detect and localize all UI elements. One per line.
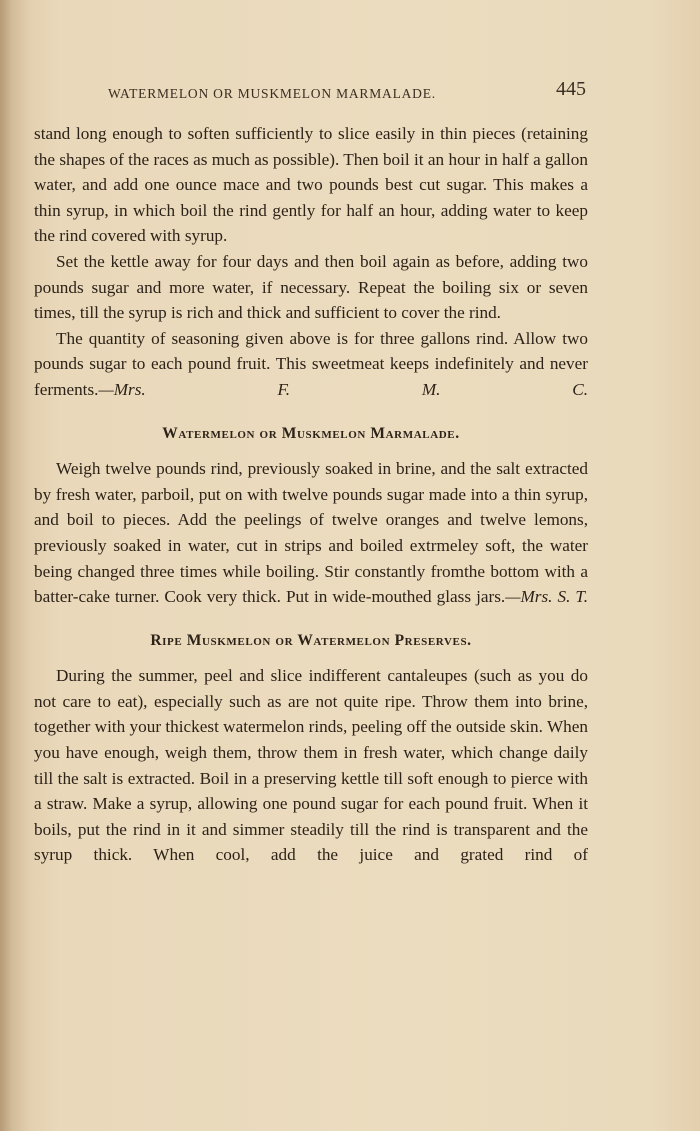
paragraph [34, 326, 588, 403]
running-head: WATERMELON OR MUSKMELON MARMALADE. [108, 86, 436, 101]
attribution: —Mrs. S. T. [505, 587, 588, 607]
paragraph-text: The quantity of seasoning given above is for three gallons rind. Allow two pounds sugar to each pound fruit. This sweetmeat keeps indefinitely and never ferments. [34, 328, 588, 399]
paragraph: During the summer, peel and slice indifferent cantaleupes (such as you do not care to eat), especially such as are not quite ripe. Throw them into brine, together with your thickest watermelon rinds, peeling off the outside skin. When you have enough, weigh them, throw them in fresh water, which change daily till the salt is extracted. Boil in a preserving kettle till soft enough to pierce with a straw. Make a syrup, allowing one pound sugar for each pound fruit. When it boils, put the rind in it and simmer steadily till the rind is transparent and the syrup thick. When cool, add the juice and grated rind of [34, 666, 588, 865]
page-number: 445 [556, 78, 586, 100]
paragraph: Set the kettle away for four days and then boil again as before, adding two pounds sugar and more water, if necessary. Repeat the boiling six or seven times, till the syrup is rich and thick and sufficient to cover the rind. [34, 251, 588, 323]
paragraph-text: Weigh twelve pounds rind, previously soaked in brine, and the salt extracted by fresh water, parboil, put on with twelve pounds sugar made into a thin syrup, and boil to pieces. Add the peelings of twelve oranges and twelve lemons, previously soaked in water, cut in strips and boiled extrmeley soft, the water being changed three times while boiling. Stir constantly fromthe bottom with a batter-cake turner. Cook very thick. Put in wide-mouthed glass jars. [34, 459, 588, 607]
attribution: —Mrs. F. M. C. [98, 379, 588, 399]
paragraph: stand long enough to soften sufficiently to slice easily in thin pieces (retaining the shapes of the races as much as possible). Then boil it an hour in half a gallon water, and add one ounce mace and two pounds best cut sugar. This makes a thin syrup, in which boil the rind gently for half an hour, adding water to keep the rind covered with syrup. [34, 124, 588, 246]
recipe-heading: Ripe Muskmelon or Watermelon Preserves. [150, 631, 472, 649]
body-text [34, 121, 588, 868]
recipe-heading: Watermelon or Muskmelon Marmalade. [162, 424, 460, 442]
paragraph [34, 456, 588, 610]
page-header [108, 78, 586, 108]
